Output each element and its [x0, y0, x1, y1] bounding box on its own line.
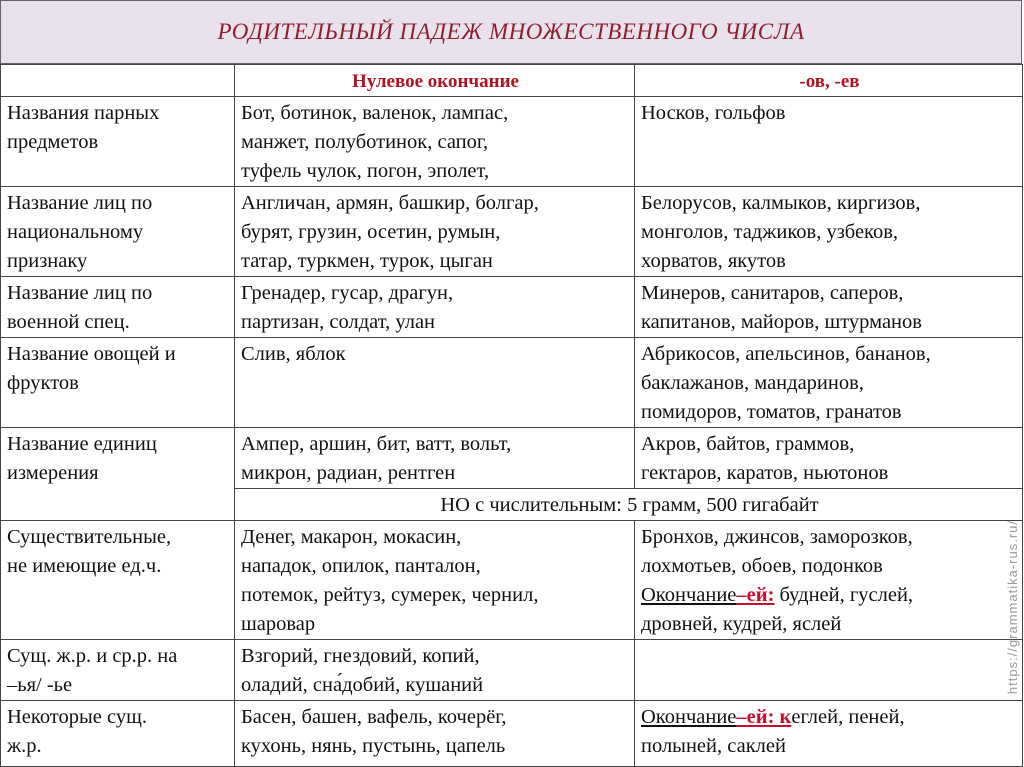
row-ov-ending: Акров, байтов, граммов, гектаров, каратов, ньютонов	[635, 428, 1023, 489]
table-row	[1, 97, 1023, 187]
row-category: Название лиц по национальному признаку	[1, 187, 235, 277]
row-category: Существительные, не имеющие ед.ч.	[1, 521, 235, 640]
row-ov-ending: Бронхов, джинсов, заморозков, лохмотьев, обоев, подонков Окончание–ей: будней, гуслей, дровней, кудрей, яслей	[635, 521, 1023, 640]
grammar-table	[0, 64, 1023, 767]
ending-marker: –ей:	[736, 584, 775, 606]
ending-ei-line: Окончание–ей: кеглей, пеней,	[641, 706, 905, 728]
row-category: Названия парных предметов	[1, 97, 235, 187]
row-zero-ending: Слив, яблок	[235, 338, 635, 428]
row-zero-ending: Басен, башен, вафель, кочерёг, кухонь, нянь, пустынь, цапель	[235, 701, 635, 767]
row-zero-ending: Гренадер, гусар, драгун, партизан, солдат, улан	[235, 277, 635, 338]
table-header-row	[1, 65, 1023, 97]
row-ov-ending: Белорусов, калмыков, киргизов, монголов, таджиков, узбеков, хорватов, якутов	[635, 187, 1023, 277]
table-row	[1, 277, 1023, 338]
row-zero-ending: Взгорий, гнездовий, копий, оладий, сна́добий, кушаний	[235, 640, 635, 701]
row-ov-ending: Носков, гольфов	[635, 97, 1023, 187]
row-ov-ending: Минеров, санитаров, саперов, капитанов, майоров, штурманов	[635, 277, 1023, 338]
table-row	[1, 701, 1023, 767]
row-ov-ending: Абрикосов, апельсинов, бананов, баклажанов, мандаринов, помидоров, томатов, гранатов	[635, 338, 1023, 428]
table-row	[1, 338, 1023, 428]
ending-marker: –ей: к	[736, 706, 792, 728]
page-title: РОДИТЕЛЬНЫЙ ПАДЕЖ МНОЖЕСТВЕННОГО ЧИСЛА	[217, 19, 805, 44]
watermark: https://grammatika-rus.ru/	[1005, 520, 1020, 695]
header-zero-ending: Нулевое окончание	[235, 65, 635, 97]
row-category: Название овощей и фруктов	[1, 338, 235, 428]
table-row	[1, 187, 1023, 277]
ending-ei-line: Окончание–ей: будней, гуслей,	[641, 584, 914, 606]
row-zero-ending: Англичан, армян, башкир, болгар, бурят, грузин, осетин, румын, татар, туркмен, турок, цыган	[235, 187, 635, 277]
row-ov-ending: Окончание–ей: кеглей, пеней, полыней, саклей	[635, 701, 1023, 767]
row-category: Сущ. ж.р. и ср.р. на –ья/ -ье	[1, 640, 235, 701]
header-category	[1, 65, 235, 97]
header-ov-ev: -ов, -ев	[635, 65, 1023, 97]
table-row	[1, 640, 1023, 701]
title-bar	[0, 0, 1022, 64]
row-category: Некоторые сущ. ж.р.	[1, 701, 235, 767]
row-ov-ending	[635, 640, 1023, 701]
row-category: Название единиц измерения	[1, 428, 235, 521]
row-zero-ending: Бот, ботинок, валенок, лампас, манжет, полуботинок, сапог, туфель чулок, погон, эполет,	[235, 97, 635, 187]
row-zero-ending: Денег, макарон, мокасин, нападок, опилок, панталон, потемок, рейтуз, сумерек, чернил, шаровар	[235, 521, 635, 640]
table-row	[1, 428, 1023, 489]
row-category: Название лиц по военной спец.	[1, 277, 235, 338]
ending-label: Окончание	[641, 706, 737, 728]
numeral-note: НО с числительным: 5 грамм, 500 гигабайт	[235, 489, 1023, 521]
row-zero-ending: Ампер, аршин, бит, ватт, вольт, микрон, радиан, рентген	[235, 428, 635, 489]
table-row	[1, 521, 1023, 640]
ending-label: Окончание	[641, 584, 737, 606]
